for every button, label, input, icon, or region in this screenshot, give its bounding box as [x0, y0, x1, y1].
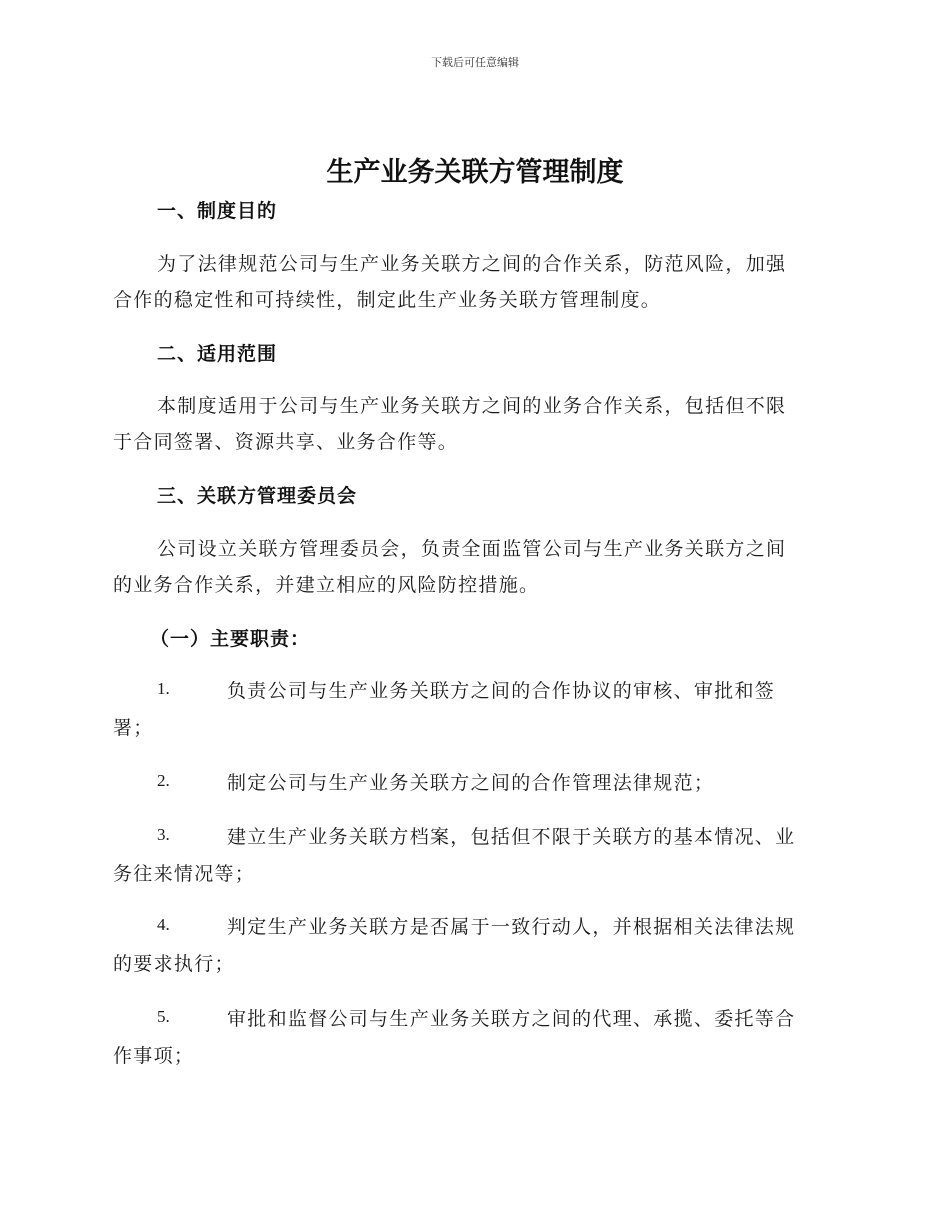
list-number: 5.	[157, 1007, 170, 1026]
list-item-line: 建立生产业务关联方档案，包括但不限于关联方的基本情况、业	[227, 826, 796, 848]
list-item-line: 制定公司与生产业务关联方之间的合作管理法律规范；	[227, 772, 715, 794]
paragraph-line: 于合同签署、资源共享、业务合作等。	[113, 431, 459, 453]
list-item-line: 判定生产业务关联方是否属于一致行动人，并根据相关法律法规	[227, 916, 796, 938]
list-item-line: 审批和监督公司与生产业务关联方之间的代理、承揽、委托等合	[227, 1008, 796, 1030]
section-heading: 一、制度目的	[157, 200, 278, 222]
section-heading: 二、适用范围	[157, 343, 278, 365]
paragraph-line: 公司设立关联方管理委员会，负责全面监管公司与生产业务关联方之间	[157, 538, 787, 560]
list-item-line: 的要求执行；	[113, 953, 235, 975]
paragraph-line: 本制度适用于公司与生产业务关联方之间的业务合作关系，包括但不限	[157, 395, 787, 417]
paragraph-line: 为了法律规范公司与生产业务关联方之间的合作关系，防范风险，加强	[157, 253, 787, 275]
subheading: （一）主要职责：	[150, 628, 311, 650]
list-item-line: 作事项；	[113, 1045, 195, 1067]
header-note: 下载后可任意编辑	[431, 56, 519, 69]
list-number: 2.	[157, 771, 170, 790]
document-title: 生产业务关联方管理制度	[326, 157, 624, 188]
list-item-line: 务往来情况等；	[113, 863, 256, 885]
list-number: 4.	[157, 915, 170, 934]
list-number: 1.	[157, 679, 170, 698]
paragraph-line: 的业务合作关系，并建立相应的风险防控措施。	[113, 574, 540, 596]
section-heading: 三、关联方管理委员会	[157, 485, 358, 507]
list-item-line: 负责公司与生产业务关联方之间的合作协议的审核、审批和签	[227, 680, 776, 702]
list-item-line: 署；	[113, 717, 154, 739]
list-number: 3.	[157, 825, 170, 844]
paragraph-line: 合作的稳定性和可持续性，制定此生产业务关联方管理制度。	[113, 289, 662, 311]
